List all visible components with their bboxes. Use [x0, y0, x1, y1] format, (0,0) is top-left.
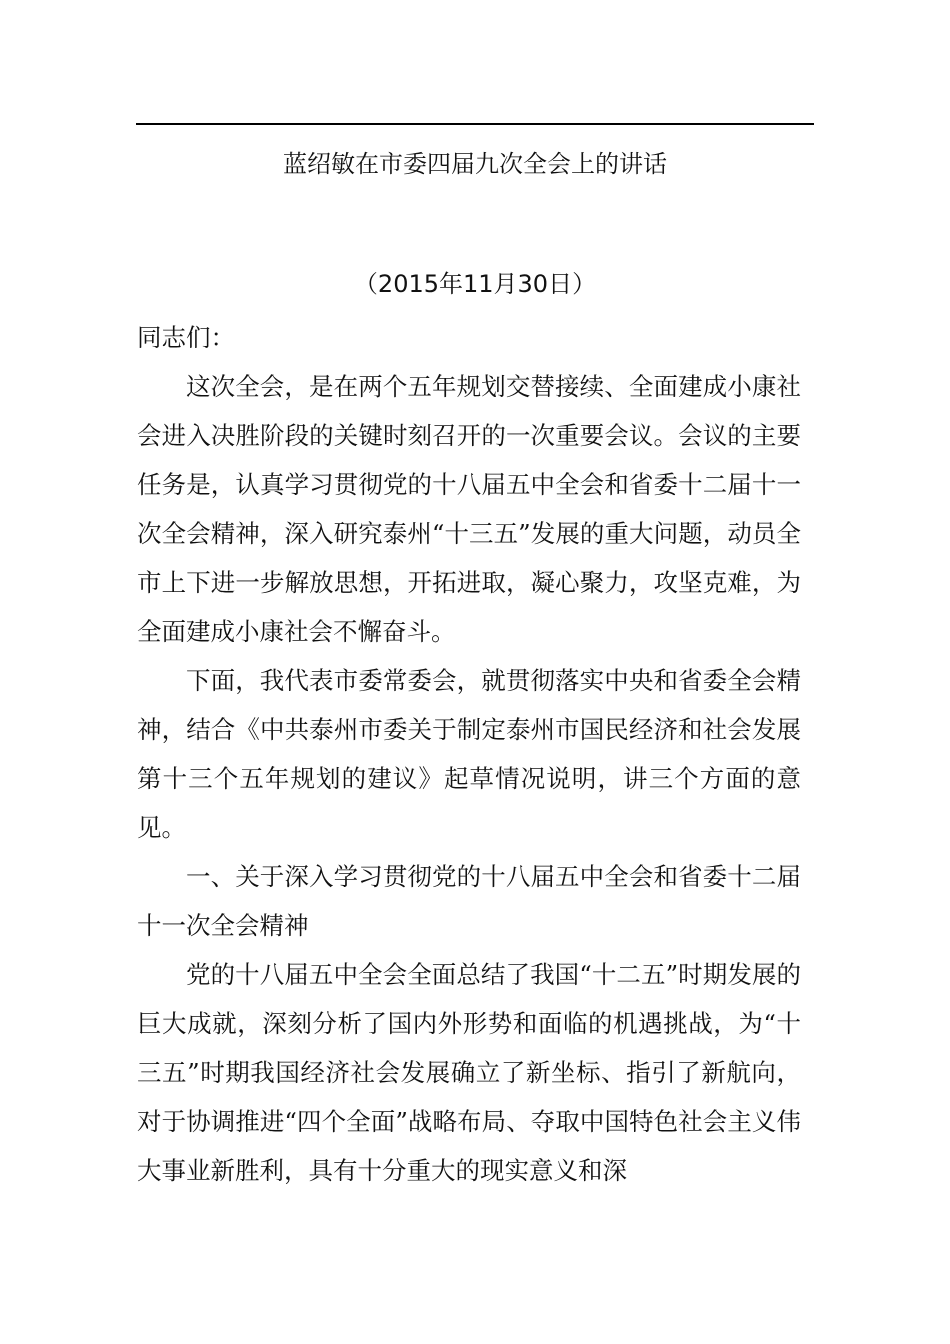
body-paragraph: 这次全会，是在两个五年规划交替接续、全面建成小康社会进入决胜阶段的关键时刻召开的一次重要会议。会议的主要任务是，认真学习贯彻党的十八届五中全会和省委十二届十一次全会精神，深入研究泰州“十三五”发展的重大问题，动员全市上下进一步解放思想，开拓进取，凝心聚力，攻坚克难，为全面建成小康社会不懈奋斗。	[137, 372, 801, 646]
document-date: （2015年11月30日）	[353, 270, 597, 298]
body-paragraph: 党的十八届五中全会全面总结了我国“十二五”时期发展的巨大成就，深刻分析了国内外形势和面临的机遇挑战，为“十三五”时期我国经济社会发展确立了新坐标、指引了新航向，对于协调推进“四个全面”战略布局、夺取中国特色社会主义伟大事业新胜利，具有十分重大的现实意义和深	[137, 960, 801, 1185]
body-paragraph: 下面，我代表市委常委会，就贯彻落实中央和省委全会精神，结合《中共泰州市委关于制定泰州市国民经济和社会发展第十三个五年规划的建议》起草情况说明，讲三个方面的意见。	[137, 666, 801, 842]
section-heading: 一、关于深入学习贯彻党的十八届五中全会和省委十二届十一次全会精神	[137, 862, 801, 940]
header-rule	[136, 123, 814, 125]
document-body	[137, 313, 801, 1195]
document-title: 蓝绍敏在市委四届九次全会上的讲话	[283, 150, 667, 178]
salutation: 同志们：	[137, 323, 235, 352]
